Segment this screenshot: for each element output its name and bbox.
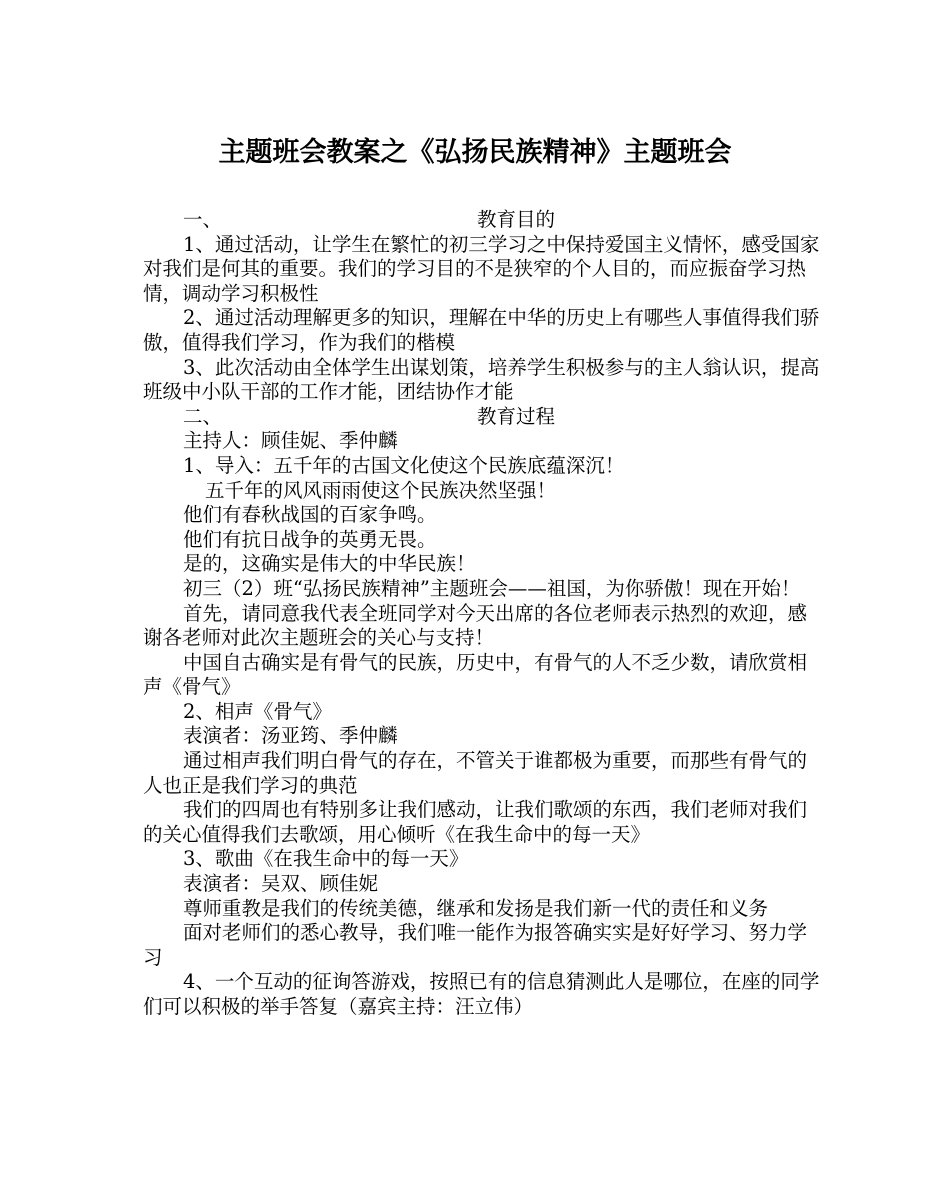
document-title: 主题班会教案之《弘扬民族精神》主题班会: [218, 137, 732, 168]
section-number: 一、: [183, 208, 223, 231]
document-body: [143, 208, 823, 1020]
paragraph: 我们的四周也有特别多让我们感动，让我们歌颂的东西，我们老师对我们的关心值得我们去歌颂，用心倾听《在我生命中的每一天》: [143, 798, 808, 846]
section-title: 教育过程: [477, 404, 556, 428]
paragraph: 面对老师们的悉心教导，我们唯一能作为报答确实实是好好学习、努力学习: [143, 921, 808, 969]
paragraph: 2、通过活动理解更多的知识，理解在中华的历史上有哪些人事值得我们骄傲，值得我们学习，作为我们的楷模: [143, 306, 820, 354]
paragraph: 3、歌曲《在我生命中的每一天》: [183, 847, 469, 871]
paragraph: 1、导入：五千年的古国文化使这个民族底蕴深沉！: [183, 453, 625, 477]
paragraph: 4、一个互动的征询答游戏，按照已有的信息猜测此人是哪位，在座的同学们可以积极的举手答复（嘉宾主持：汪立伟）: [143, 970, 820, 1018]
paragraph: 3、此次活动由全体学生出谋划策，培养学生积极参与的主人翁认识，提高班级中小队干部的工作才能，团结协作才能: [143, 355, 820, 404]
section-number: 二、: [183, 404, 223, 428]
section-heading: [143, 208, 823, 233]
paragraph: 表演者：吴双、顾佳妮: [183, 872, 379, 896]
paragraph: 初三（2）班“弘扬民族精神”主题班会——祖国，为你骄傲！现在开始！: [183, 576, 801, 600]
paragraph: 是的，这确实是伟大的中华民族！: [183, 552, 476, 576]
paragraph: 首先，请同意我代表全班同学对今天出席的各位老师表示热烈的欢迎，感谢各老师对此次主题班会的关心与支持！: [143, 601, 808, 650]
section-heading: [143, 405, 823, 430]
paragraph: 1、通过活动，让学生在繁忙的初三学习之中保持爱国主义情怀，感受国家对我们是何其的重要。我们的学习目的不是狭窄的个人目的，而应振奋学习热情，调动学习积极性: [143, 232, 820, 305]
section-title: 教育目的: [477, 208, 556, 231]
paragraph: 他们有春秋战国的百家争鸣。: [183, 503, 437, 527]
paragraph: 五千年的风风雨雨使这个民族决然坚强！: [205, 478, 557, 502]
paragraph: 中国自古确实是有骨气的民族，历史中，有骨气的人不乏少数，请欣赏相声《骨气》: [143, 650, 808, 699]
paragraph: 他们有抗日战争的英勇无畏。: [183, 527, 437, 551]
paragraph: 表演者：汤亚筠、季仲麟: [183, 724, 398, 748]
paragraph: 主持人：顾佳妮、季仲麟: [183, 429, 398, 453]
paragraph: 通过相声我们明白骨气的存在，不管关于谁都极为重要，而那些有骨气的人也正是我们学习的典范: [143, 749, 808, 797]
paragraph: 尊师重教是我们的传统美德，继承和发扬是我们新一代的责任和义务: [183, 896, 769, 920]
paragraph: 2、相声《骨气》: [183, 699, 332, 723]
